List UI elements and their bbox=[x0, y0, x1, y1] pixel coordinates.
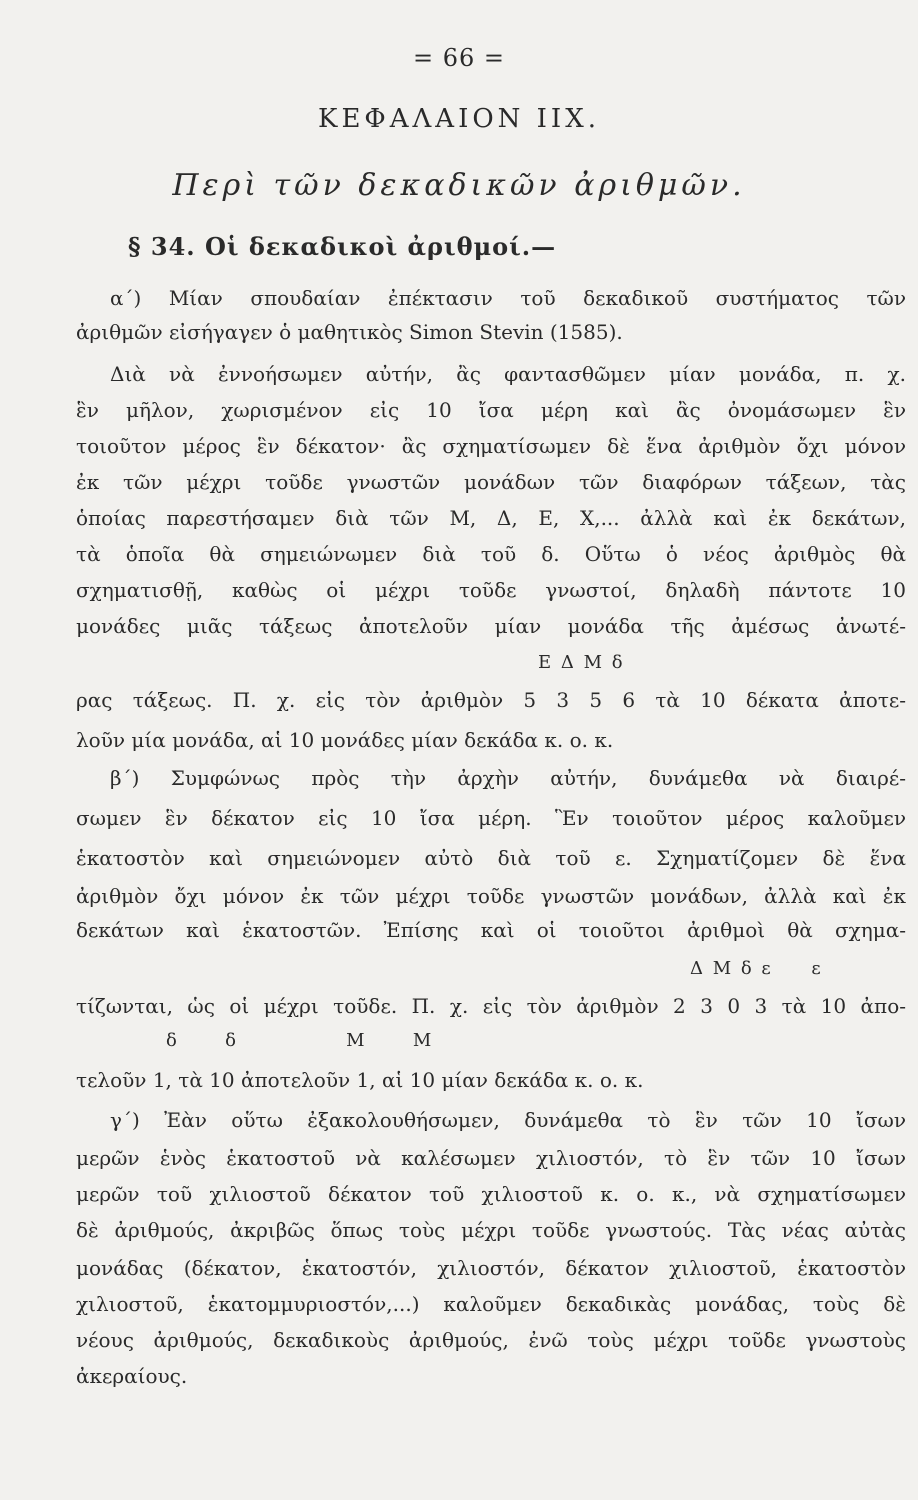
text-line: β΄) Συμφώνως πρὸς τὴν ἀρχὴν αὐτήν, δυνάμεθα νὰ διαιρέ- bbox=[110, 766, 906, 790]
text-line: λοῦν μία μονάδα, αἱ 10 μονάδες μίαν δεκάδα κ. ο. κ. bbox=[76, 728, 614, 752]
text-line: σωμεν ἓν δέκατον εἰς 10 ἴσα μέρη. Ἓν τοιοῦτον μέρος καλοῦμεν bbox=[76, 806, 906, 830]
text-line: α΄) Μίαν σπουδαίαν ἐπέκτασιν τοῦ δεκαδικοῦ συστήματος τῶν bbox=[110, 286, 906, 310]
text-line: τοιοῦτον μέρος ἓν δέκατον· ἂς σχηματίσωμεν δὲ ἕνα ἀριθμὸν ὄχι μόνον bbox=[76, 434, 906, 458]
text-line: ἓν μῆλον, χωρισμένον εἰς 10 ἴσα μέρη καὶ ἂς ὀνομάσωμεν ἓν bbox=[76, 398, 906, 422]
text-line: σχηματισθῇ, καθὼς οἱ μέχρι τοῦδε γνωστοί, δηλαδὴ πάντοτε 10 bbox=[76, 578, 906, 602]
text-line: ρας τάξεως. Π. χ. εἰς τὸν ἀριθμὸν 5 3 5 6 τὰ 10 δέκατα ἀποτε- bbox=[76, 688, 906, 712]
text-line: νέους ἀριθμούς, δεκαδικοὺς ἀριθμούς, ἐνῶ τοὺς μέχρι τοῦδε γνωστοὺς bbox=[76, 1328, 906, 1352]
section-heading: § 34. Οἱ δεκαδικοὶ ἀριθμοί.— bbox=[128, 232, 557, 261]
text-line: ἀριθμῶν εἰσήγαγεν ὁ μαθητικὸς Simon Stevin (1585). bbox=[76, 320, 623, 344]
place-value-labels-5356: Ε Δ Μ δ bbox=[538, 652, 625, 673]
text-line: τίζωνται, ὡς οἱ μέχρι τοῦδε. Π. χ. εἰς τὸν ἀριθμὸν 2 3 0 3 τὰ 10 ἀπο- bbox=[76, 994, 906, 1018]
text-line: χιλιοστοῦ, ἑκατομμυριοστόν,...) καλοῦμεν δεκαδικὰς μονάδας, τοὺς δὲ bbox=[76, 1292, 906, 1316]
page-number: = 66 = bbox=[412, 44, 505, 72]
text-line: μονάδας (δέκατον, ἑκατοστόν, χιλιοστόν, δέκατον χιλιοστοῦ, ἑκατοστὸν bbox=[76, 1256, 906, 1280]
unit-labels-row: δ δ Μ Μ bbox=[166, 1030, 434, 1051]
text-line: γ΄) Ἐὰν οὕτω ἐξακολουθήσωμεν, δυνάμεθα τὸ ἓν τῶν 10 ἴσων bbox=[110, 1108, 906, 1132]
text-line: ἀκεραίους. bbox=[76, 1364, 188, 1388]
text-line: Διὰ νὰ ἐννοήσωμεν αὐτήν, ἂς φαντασθῶμεν μίαν μονάδα, π. χ. bbox=[110, 362, 906, 386]
text-line: μονάδες μιᾶς τάξεως ἀποτελοῦν μίαν μονάδα τῆς ἀμέσως ἀνωτέ- bbox=[76, 614, 906, 638]
place-value-labels-2303: Δ Μ δ ε ε bbox=[690, 958, 823, 979]
text-line: μερῶν τοῦ χιλιοστοῦ δέκατον τοῦ χιλιοστοῦ κ. ο. κ., νὰ σχηματίσωμεν bbox=[76, 1182, 906, 1206]
text-line: ἐκ τῶν μέχρι τοῦδε γνωστῶν μονάδων τῶν διαφόρων τάξεων, τὰς bbox=[76, 470, 906, 494]
text-line: ἀριθμὸν ὄχι μόνον ἐκ τῶν μέχρι τοῦδε γνωστῶν μονάδων, ἀλλὰ καὶ ἐκ bbox=[76, 884, 906, 908]
text-line: ὁποίας παρεστήσαμεν διὰ τῶν Μ, Δ, Ε, Χ,... ἀλλὰ καὶ ἐκ δεκάτων, bbox=[76, 506, 906, 530]
text-line: τελοῦν 1, τὰ 10 ἀποτελοῦν 1, αἱ 10 μίαν δεκάδα κ. ο. κ. bbox=[76, 1068, 644, 1092]
text-line: ἑκατοστὸν καὶ σημειώνομεν αὐτὸ διὰ τοῦ ε. Σχηματίζομεν δὲ ἕνα bbox=[76, 846, 906, 870]
text-line: τὰ ὁποῖα θὰ σημειώνωμεν διὰ τοῦ δ. Οὕτω ὁ νέος ἀριθμὸς θὰ bbox=[76, 542, 906, 566]
text-line: δεκάτων καὶ ἑκατοστῶν. Ἐπίσης καὶ οἱ τοιοῦτοι ἀριθμοὶ θὰ σχημα- bbox=[76, 918, 906, 942]
text-line: δὲ ἀριθμούς, ἀκριβῶς ὅπως τοὺς μέχρι τοῦδε γνωστούς. Τὰς νέας αὐτὰς bbox=[76, 1218, 906, 1242]
chapter-subtitle: Περὶ τῶν δεκαδικῶν ἀριθμῶν. bbox=[172, 168, 746, 203]
chapter-title: ΚΕΦΑΛΑΙΟΝ IIX. bbox=[318, 104, 600, 134]
text-line: μερῶν ἑνὸς ἑκατοστοῦ νὰ καλέσωμεν χιλιοστόν, τὸ ἓν τῶν 10 ἴσων bbox=[76, 1146, 906, 1170]
